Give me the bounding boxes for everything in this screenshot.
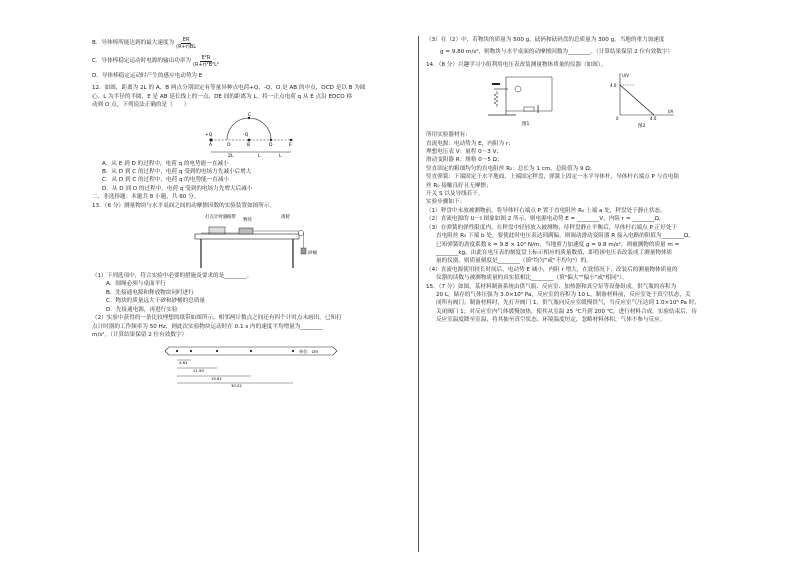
circuit-wire (506, 77, 552, 111)
label-tape: 纸带 (227, 215, 236, 221)
q11-option-c-text: C．导体棒稳定运动时电源的输出功率为 (92, 57, 192, 64)
fraction-denominator: (R+r)BL (176, 43, 196, 50)
q13-part1-option-a: A．细绳必须与桌面平行 (106, 281, 166, 288)
q14-step-3-line-1: （3）在弹簧的弹性限度内，在秤盘中轻轻放入被测物，待秤盘静止平衡后，导体杆右端点 P 正好处于 (426, 224, 678, 231)
q13-part3-line-2: g = 9.80 m/s²，则物块与水平桌面的动摩擦因数为________。（计算结果保留 2 位有效数字） (440, 49, 674, 56)
label-e: E (289, 142, 292, 148)
q13-apparatus-figure (92, 212, 410, 270)
q11-option-b-fraction (176, 37, 196, 50)
charge-plus-dot (209, 138, 212, 141)
q14-circuit-figure (486, 71, 576, 129)
scale-pan (492, 83, 500, 85)
label-pulley: 滑轮 (281, 215, 290, 221)
label-b: B (247, 142, 251, 148)
tape-dim-label-4: 30.42 (231, 383, 242, 388)
q14-material-6: 丝 R₀ 接触良好且无摩擦； (426, 182, 492, 189)
q11-option-c-fraction (193, 55, 219, 68)
q12-figure (92, 112, 410, 158)
tape-dot-2 (216, 350, 218, 352)
q13-part1-option-b: B．先接通电源和释放物块同时进行 (106, 289, 194, 296)
q12-option-d: D．从 D 到 O 的过程中，电荷 q 受到的电场力先增大后减小 (102, 185, 253, 192)
voltmeter-symbol (515, 86, 521, 92)
block-object (239, 228, 253, 234)
q12-line-2: 心、L 为半径的半圆，E 是 AB 延长线上的一点，DE 间的距离为 L。将一正点电荷 q 从 E 点沿 EDCO 移 (92, 93, 353, 100)
q14-step-3-line-2: 直电阻丝 R₀ 下端 b 处，要使此时电压表达到满偏，则调动滑动变阻器 R 接入电路的阻值为________Ω。 (436, 233, 694, 240)
q11-option-b (92, 36, 410, 50)
label-sand-bucket: 砂桶 (308, 251, 317, 257)
q14-figures (426, 71, 756, 129)
dim-label-2l: 2L (228, 153, 234, 158)
q15-line-2: 20 L，储存的气体压强为 3.0×10⁵ Pa，反应室的容积为 10 L。制备材料前，反应室处于真空状态，关 (436, 291, 691, 298)
dim-label-l2: L (279, 153, 282, 158)
table-top (195, 234, 299, 239)
friction-apparatus (181, 212, 321, 270)
fraction-denominator: (R+r)²B²L² (193, 61, 219, 68)
q15-line-4: 关闭阀门 1；对反应室内气体缓慢加热，使其从室温 25 ℃升到 200 ℃，进行材料合成。实验结束后，待 (436, 308, 697, 315)
label-a: A (209, 142, 213, 148)
fraction-numerator: E²R (201, 54, 211, 61)
charge-diagram (191, 112, 311, 158)
q14-step-2: （2）直流电源的 U－I 图象如图 2 所示，则电源电动势 E = ________V，内阻 r = ________Ω。 (426, 216, 665, 223)
q14-material-1: 直流电源：电动势为 E，内阻为 r； (426, 140, 514, 147)
ui-line (620, 85, 654, 115)
label-d: D (269, 142, 273, 148)
figure-2-label: 图2 (638, 124, 646, 130)
point-b-dot (248, 138, 251, 141)
label-minus-q: -Q (243, 132, 249, 138)
q15-line-1: 15．（7 分）如图，某材料制备系统由供气瓶、反应室、加热器和真空泵等设备组成。供气瓶的容积为 (426, 283, 677, 290)
spring (494, 91, 498, 107)
graph-y-tick: 4.0 (610, 83, 617, 89)
tape-dot-3 (250, 350, 252, 352)
graph-origin: 0 (616, 116, 619, 122)
tape-dot-0 (176, 350, 178, 352)
q12-option-a: A．从 E 到 D 的过程中，电荷 q 的电势能一直减小 (102, 160, 229, 167)
paper-tape-diagram (161, 341, 341, 387)
q13-part2-line-3: m/s²。（计算结果保留 2 位有效数字） (92, 331, 188, 338)
section-two-heading: 二、非选择题：本题共 8 小题，共 60 分。 (92, 194, 200, 201)
q13-part2-line-2: 点计时器的工作频率为 50 Hz，则此次实验物块运动时在 0.1 s 内的速度平均增量为________ (92, 323, 323, 330)
tape-dim-label-2: 11.90 (193, 368, 204, 374)
q14-ui-graph (610, 71, 680, 129)
q13-part1: （1）下列选项中，符合实验中必要的措施及要求的是________。 (92, 273, 253, 280)
q14-material-5: 竖直弹簧：下端固定于水平地面，上端固定秤盘，弹簧上固定一水平导体杆，导体杆右端点 P 与直电阻 (426, 174, 680, 181)
q13-part3-line-1: （3）在（2）中，若物块的质量为 500 g，砝码和砝码盘的总质量为 300 g，当地的重力加速度 (426, 37, 665, 43)
q13-part1-option-c: C．物块的质量远大于砂和砂桶的总质量 (106, 298, 206, 305)
dim-label-l1: L (258, 153, 261, 158)
q11-option-c (92, 54, 410, 68)
q13-tape-figure (92, 341, 410, 387)
tape-dim-label-3: 19.81 (211, 376, 222, 382)
q13-part2-line-1: （2）实验中获得的一条比较理想的纸带如图所示，相邻两计数点之间还有四个计时点未画出。已知打 (92, 315, 342, 322)
q12-option-b: B．从 D 到 C 的过程中，电荷 q 受到的电场力先减小后增大 (102, 169, 252, 176)
q14-step-4-line-2: 仪器的读数与被测物质量的真实值相比________（填"偏大""偏小"或"相同"）。 (436, 275, 628, 282)
q14-step-4-line-1: （4）直流电源使用较长时间后，电动势 E 减小，内阻 r 增大，在此情况下，改装后的测量物体质量的 (426, 266, 678, 273)
q14-step-3-line-5: 量的仪器，则质量刻度是________（填"均匀"或"不均匀"）的。 (436, 258, 592, 265)
point-e-dot (290, 138, 292, 140)
q11-option-d: D．导体棒稳定运动时产生的感应电动势为 E (92, 73, 203, 79)
q12-line-1: 12．如图，距离为 2L 的 A、B 两点分别固定有等量异种点电荷+Q、-Q，O 是 AB 的中点，OCD 是以 B 为圆 (92, 85, 366, 92)
q14-materials-title: 所用实验器材有： (426, 132, 471, 139)
q15-line-3: 闭所有阀门。制备材料时，先打开阀门 1，供气瓶向反应室缓慢供气，当反应室气压达到 1.0×10⁵ Pa 时， (436, 300, 700, 307)
right-column (426, 36, 756, 325)
label-timer: 打点计时器 (205, 215, 228, 221)
sand-bucket (301, 248, 306, 254)
q14-material-3: 滑动变阻器 R：规格 0～5 Ω； (426, 157, 503, 164)
q14-material-4: 竖直固定的粗细均匀的直电阻丝 R₀：总长为 1 cm，总阻值为 9 Ω； (426, 165, 596, 172)
rheostat-symbol (524, 107, 534, 111)
pulley-wheel (298, 230, 303, 235)
q13-part1-option-d: D．先接通电源，再进行实验 (106, 306, 178, 313)
q13-title: 13．（6 分）测量物块与水平桌面之间的动摩擦因数的实验装置如图所示。 (92, 202, 276, 209)
q14-step-1: （1）秤盘中未放被测物前，将导体杆右端点 P 置于直电阻丝 R₀ 上端 a 处，秤盘处于静止状态。 (426, 207, 666, 214)
tape-dot-1 (190, 350, 192, 352)
q14-step-3-line-3: 已知弹簧的劲度系数 k = 9.8 × 10³ N/m，当地重力加速度 g = 9.8 m/s²，则被测物的质量 m = (436, 241, 680, 248)
point-d-dot (270, 138, 272, 140)
left-column (92, 36, 410, 389)
q14-material-7: 开关 S 以及导线若干。 (426, 191, 484, 198)
label-block: 物块 (243, 218, 252, 224)
semicircle-arc (227, 118, 271, 140)
q14-steps-title: 实验步骤如下： (426, 199, 466, 206)
label-c: C (248, 112, 252, 118)
graph-ylabel: U/V (622, 73, 630, 79)
graph-xlabel: I/A (668, 109, 674, 115)
tape-dim-label-1: 4.61 (179, 360, 188, 366)
q12-line-3: 动到 O 点，下列说法正确的是（ ） (92, 102, 190, 109)
q15-line-5: 反应室温度降至室温，将其抽至真空状态。环境温度恒定，忽略材料体积，气体不参与反应。 (436, 317, 666, 324)
q14-material-2: 理想电压表 V：量程 0～3 V； (426, 149, 503, 156)
q11-option-b-text: B．导体棒所能达到的最大速度为 (92, 39, 175, 46)
column-divider (418, 36, 419, 552)
q14-step-3-line-4: ________kg。由此在电压表的刻度盘上标示相应的质量数值，即将该电压表改装成了测量物体质 (436, 249, 673, 256)
q14-title: 14．（8 分）兴趣学习小组利用电压表改装测量物体质量的仪器（如图）。 (426, 61, 607, 68)
graph-x-point: 4.0 (650, 116, 657, 122)
tape-unit-label: 单位：cm (299, 349, 318, 355)
q12-option-c: C．从 D 到 C 的过程中，电荷 q 的电势能一直减小 (102, 177, 230, 184)
label-o: O (227, 142, 231, 148)
fraction-numerator: ER (182, 36, 190, 43)
label-plus-q: +Q (205, 132, 213, 138)
figure-1-label: 图1 (522, 122, 530, 128)
tape-dot-4 (292, 350, 294, 352)
